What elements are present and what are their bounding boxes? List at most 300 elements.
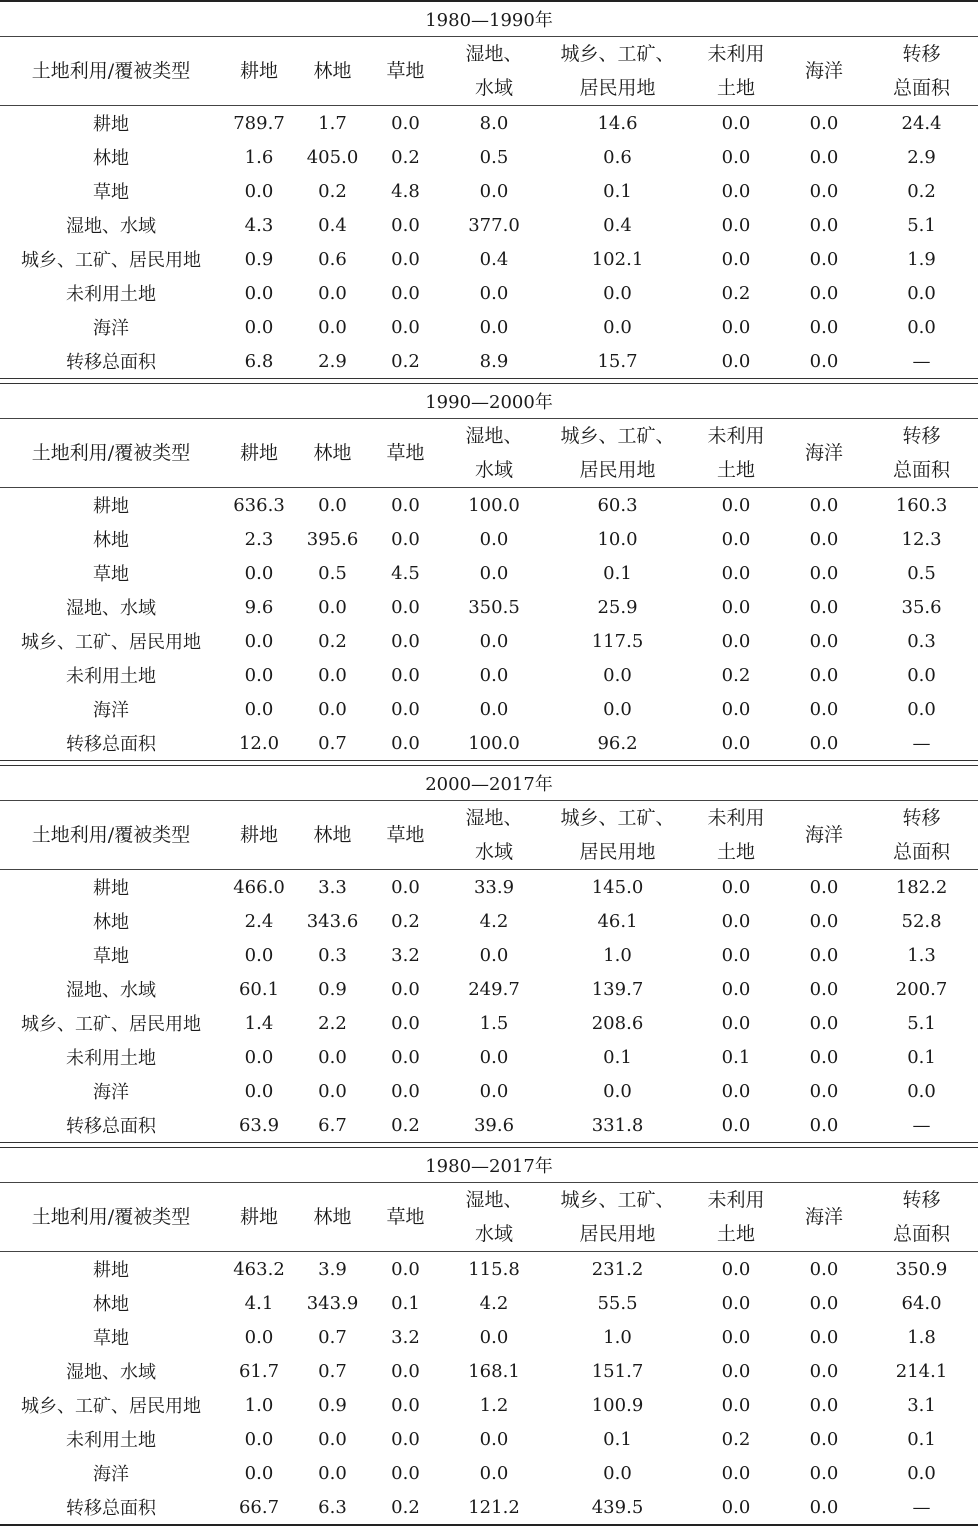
table-cell: 2.3 bbox=[244, 528, 274, 550]
header-col-label-line1: 未利用 bbox=[689, 37, 783, 72]
section-title-row bbox=[0, 1148, 978, 1183]
table-cell: 39.6 bbox=[473, 1114, 515, 1136]
table-cell: 0.0 bbox=[369, 106, 442, 141]
header-col-label-line2: 水域 bbox=[474, 1223, 513, 1245]
row-label: 湿地、水域 bbox=[66, 980, 156, 1001]
table-cell: 0.0 bbox=[244, 1462, 274, 1484]
table-cell: 2.9 bbox=[907, 146, 936, 168]
table-cell: 61.7 bbox=[238, 1360, 280, 1382]
table-cell: 5.1 bbox=[907, 1012, 936, 1034]
table-cell: 0.0 bbox=[907, 664, 936, 686]
table-cell: 0.0 bbox=[721, 910, 751, 932]
table-cell: 0.0 bbox=[391, 698, 420, 720]
table-row bbox=[0, 1040, 978, 1074]
table-cell: 0.0 bbox=[391, 1080, 420, 1102]
table-cell: 0.0 bbox=[244, 1046, 274, 1068]
table-cell: 0.0 bbox=[603, 1080, 632, 1102]
table-row bbox=[0, 208, 978, 242]
header-row bbox=[0, 801, 978, 836]
table-cell: 0.0 bbox=[391, 214, 420, 236]
header-col-label-line2: 水域 bbox=[474, 459, 513, 481]
table-cell: 63.9 bbox=[238, 1114, 280, 1136]
table-cell: 0.0 bbox=[244, 1080, 274, 1102]
table-cell: 0.0 bbox=[318, 1462, 347, 1484]
header-col-label: 草地 bbox=[369, 37, 442, 106]
table-cell: 0.4 bbox=[318, 214, 347, 236]
table-cell: 0.3 bbox=[318, 944, 347, 966]
table-cell: 0.0 bbox=[783, 106, 865, 141]
table-cell: 0.0 bbox=[907, 1462, 936, 1484]
table-cell: 0.0 bbox=[689, 488, 783, 523]
table-cell: 0.0 bbox=[721, 1114, 751, 1136]
row-label: 未利用土地 bbox=[66, 284, 156, 305]
table-cell: 0.2 bbox=[721, 1428, 751, 1450]
table-cell: 0.0 bbox=[479, 1080, 509, 1102]
table-cell: 46.1 bbox=[597, 910, 638, 932]
table-cell: 4.1 bbox=[244, 1292, 274, 1314]
table-cell: 0.0 bbox=[391, 596, 420, 618]
header-col-label: 海洋 bbox=[783, 37, 865, 106]
table-cell: 343.6 bbox=[306, 910, 359, 932]
table-row bbox=[0, 1422, 978, 1456]
table-row bbox=[0, 1354, 978, 1388]
header-col-label-line1: 转移 bbox=[865, 1183, 978, 1218]
table-cell: 0.0 bbox=[391, 732, 420, 754]
section-title: 1990—2000年 bbox=[425, 392, 553, 413]
table-cell: 343.9 bbox=[306, 1292, 359, 1314]
table-row bbox=[0, 556, 978, 590]
table-cell: 0.0 bbox=[479, 630, 509, 652]
table-cell: 0.0 bbox=[809, 910, 839, 932]
table-row bbox=[0, 1006, 978, 1040]
section-title: 1980—1990年 bbox=[0, 1, 978, 37]
table-cell: 208.6 bbox=[591, 1012, 644, 1034]
row-label: 林地 bbox=[93, 912, 129, 933]
table-row bbox=[0, 522, 978, 556]
table-cell: 2.9 bbox=[318, 350, 347, 372]
table-cell: 0.0 bbox=[296, 488, 369, 523]
table-cell: 33.9 bbox=[442, 870, 546, 905]
table-cell: 0.0 bbox=[479, 1462, 509, 1484]
table-cell: 0.2 bbox=[391, 910, 420, 932]
table-cell: 0.0 bbox=[391, 248, 420, 270]
section-title-row bbox=[0, 766, 978, 801]
table-cell: 0.0 bbox=[479, 1428, 509, 1450]
header-col-label: 耕地 bbox=[222, 37, 296, 106]
table-cell: 0.0 bbox=[721, 180, 751, 202]
header-col-label-line2: 总面积 bbox=[893, 77, 951, 99]
table-cell: 0.1 bbox=[603, 1428, 632, 1450]
table-cell: 3.9 bbox=[296, 1252, 369, 1287]
table-row bbox=[0, 1252, 978, 1287]
table-cell: 0.0 bbox=[721, 1080, 751, 1102]
row-label: 海洋 bbox=[93, 1464, 129, 1485]
row-label: 湿地、水域 bbox=[66, 1362, 156, 1383]
row-label: 湿地、水域 bbox=[66, 598, 156, 619]
table-cell: 0.2 bbox=[907, 180, 936, 202]
section-title: 2000—2017年 bbox=[425, 774, 553, 795]
table-cell: 0.1 bbox=[721, 1046, 751, 1068]
table-cell: 0.0 bbox=[318, 1046, 347, 1068]
table-cell: — bbox=[912, 1114, 931, 1136]
table-row bbox=[0, 1286, 978, 1320]
table-cell: 0.4 bbox=[603, 214, 632, 236]
row-label: 耕地 bbox=[0, 1252, 222, 1287]
table-cell: 0.0 bbox=[809, 1114, 839, 1136]
table-cell: 0.0 bbox=[809, 316, 839, 338]
table-cell: 145.0 bbox=[546, 870, 689, 905]
header-col-label: 林地 bbox=[296, 801, 369, 870]
table-cell: 0.2 bbox=[391, 350, 420, 372]
table-cell: 0.0 bbox=[809, 350, 839, 372]
table-cell: 1.0 bbox=[603, 1326, 632, 1348]
table-cell: 0.0 bbox=[603, 664, 632, 686]
table-cell: 0.0 bbox=[479, 180, 509, 202]
table-cell: 0.0 bbox=[809, 698, 839, 720]
table-cell: 0.0 bbox=[391, 1046, 420, 1068]
table-cell: 60.3 bbox=[546, 488, 689, 523]
table-cell: 0.0 bbox=[244, 698, 274, 720]
header-col-label: 海洋 bbox=[783, 1183, 865, 1252]
header-row bbox=[0, 419, 978, 454]
header-row bbox=[0, 37, 978, 72]
table-cell: 0.0 bbox=[907, 316, 936, 338]
table-row bbox=[0, 1108, 978, 1143]
table-cell: 12.3 bbox=[901, 528, 942, 550]
table-cell: 0.0 bbox=[783, 870, 865, 905]
header-col-label: 海洋 bbox=[783, 801, 865, 870]
table-cell: 0.0 bbox=[479, 562, 509, 584]
table-cell: 0.0 bbox=[809, 528, 839, 550]
header-col-label: 耕地 bbox=[222, 801, 296, 870]
table-cell: 0.0 bbox=[244, 562, 274, 584]
section-title: 1980—2017年 bbox=[425, 1156, 553, 1177]
row-label: 海洋 bbox=[93, 700, 129, 721]
table-cell: 8.0 bbox=[442, 106, 546, 141]
table-cell: 0.7 bbox=[318, 1326, 347, 1348]
table-cell: 0.0 bbox=[391, 1394, 420, 1416]
table-cell: 96.2 bbox=[597, 732, 638, 754]
header-col-label-line2: 土地 bbox=[716, 77, 755, 99]
table-cell: 0.0 bbox=[721, 350, 751, 372]
table-cell: 55.5 bbox=[597, 1292, 638, 1314]
table-cell: 350.5 bbox=[468, 596, 520, 618]
table-cell: 15.7 bbox=[597, 350, 638, 372]
table-cell: 231.2 bbox=[546, 1252, 689, 1287]
table-row bbox=[0, 1074, 978, 1108]
table-cell: 0.0 bbox=[391, 316, 420, 338]
table-cell: 0.0 bbox=[318, 316, 347, 338]
table-cell: 0.0 bbox=[689, 1490, 783, 1525]
table-cell: 0.0 bbox=[318, 596, 347, 618]
table-cell: 0.0 bbox=[479, 282, 509, 304]
table-cell: 1.6 bbox=[244, 146, 274, 168]
table-cell: 151.7 bbox=[591, 1360, 644, 1382]
table-cell: 0.0 bbox=[391, 630, 420, 652]
row-label: 转移总面积 bbox=[0, 1490, 222, 1525]
table-cell: 0.0 bbox=[369, 488, 442, 523]
table-cell: 0.0 bbox=[244, 944, 274, 966]
table-cell: 0.4 bbox=[479, 248, 509, 270]
table-cell: 4.2 bbox=[479, 910, 509, 932]
header-col-label-line1: 湿地、 bbox=[442, 419, 546, 454]
table-cell: 1.8 bbox=[907, 1326, 936, 1348]
table-cell: 0.0 bbox=[391, 282, 420, 304]
table-cell: 0.0 bbox=[479, 1326, 509, 1348]
table-cell: 0.5 bbox=[479, 146, 509, 168]
section-title-row bbox=[0, 384, 978, 419]
table-cell: 0.1 bbox=[603, 180, 632, 202]
row-label: 林地 bbox=[93, 1294, 129, 1315]
table-cell: 121.2 bbox=[442, 1490, 546, 1525]
row-label: 城乡、工矿、居民用地 bbox=[21, 1396, 201, 1417]
header-col-label-line1: 未利用 bbox=[689, 1183, 783, 1218]
table-cell: 0.0 bbox=[783, 1490, 865, 1525]
table-cell: 0.0 bbox=[783, 1252, 865, 1287]
header-col-label-line1: 未利用 bbox=[689, 419, 783, 454]
table-row bbox=[0, 870, 978, 905]
table-row bbox=[0, 174, 978, 208]
table-cell: 0.0 bbox=[391, 528, 420, 550]
table-cell: 466.0 bbox=[222, 870, 296, 905]
table-cell: 0.5 bbox=[318, 562, 347, 584]
table-cell: 4.3 bbox=[244, 214, 274, 236]
table-cell: 0.0 bbox=[391, 664, 420, 686]
table-cell: 0.0 bbox=[809, 248, 839, 270]
row-label: 耕地 bbox=[0, 870, 222, 905]
header-col-label: 林地 bbox=[296, 419, 369, 488]
table-cell: 0.0 bbox=[721, 214, 751, 236]
table-cell: 0.0 bbox=[391, 1360, 420, 1382]
table-cell: 0.0 bbox=[809, 1292, 839, 1314]
header-col-label: 草地 bbox=[369, 801, 442, 870]
table-cell: 0.0 bbox=[809, 1012, 839, 1034]
table-cell: 0.0 bbox=[809, 282, 839, 304]
table-cell: 0.2 bbox=[369, 1490, 442, 1525]
table-row bbox=[0, 692, 978, 726]
table-cell: 0.5 bbox=[907, 562, 936, 584]
table-cell: 0.0 bbox=[318, 1428, 347, 1450]
table-row bbox=[0, 658, 978, 692]
table-cell: 0.0 bbox=[721, 978, 751, 1000]
header-col-label: 林地 bbox=[296, 1183, 369, 1252]
table-cell: 331.8 bbox=[591, 1114, 644, 1136]
table-cell: 6.3 bbox=[296, 1490, 369, 1525]
table-cell: 0.0 bbox=[809, 978, 839, 1000]
table-cell: 1.5 bbox=[479, 1012, 509, 1034]
header-col-label-line2: 居民用地 bbox=[579, 77, 656, 99]
table-cell: 0.1 bbox=[907, 1428, 936, 1450]
table-cell: 24.4 bbox=[865, 106, 978, 141]
table-cell: 0.6 bbox=[318, 248, 347, 270]
header-col-label-line2: 水域 bbox=[474, 77, 513, 99]
header-col-label: 耕地 bbox=[222, 419, 296, 488]
table-cell: 0.0 bbox=[809, 146, 839, 168]
table-cell: 0.0 bbox=[721, 698, 751, 720]
table-cell: 102.1 bbox=[591, 248, 644, 270]
table-cell: 0.7 bbox=[318, 732, 347, 754]
table-cell: 0.0 bbox=[783, 488, 865, 523]
table-cell: 0.0 bbox=[809, 596, 839, 618]
table-cell: 0.0 bbox=[907, 1080, 936, 1102]
table-cell: 0.0 bbox=[809, 732, 839, 754]
header-col-label-line1: 转移 bbox=[865, 419, 978, 454]
table-cell: 3.2 bbox=[391, 944, 420, 966]
table-cell: 463.2 bbox=[222, 1252, 296, 1287]
table-cell: 0.9 bbox=[318, 978, 347, 1000]
row-label: 林地 bbox=[93, 530, 129, 551]
row-label: 耕地 bbox=[0, 106, 222, 141]
table-cell: 5.1 bbox=[907, 214, 936, 236]
header-col-label-line1: 湿地、 bbox=[442, 37, 546, 72]
table-cell: 52.8 bbox=[901, 910, 942, 932]
row-label: 转移总面积 bbox=[66, 1116, 156, 1137]
table-cell: 0.0 bbox=[907, 698, 936, 720]
table-cell: 182.2 bbox=[865, 870, 978, 905]
table-row bbox=[0, 488, 978, 523]
table-cell: 0.9 bbox=[244, 248, 274, 270]
table-cell: 0.0 bbox=[603, 1462, 632, 1484]
header-col-label-line2: 居民用地 bbox=[579, 1223, 656, 1245]
table-cell: 0.0 bbox=[369, 1252, 442, 1287]
table-cell: 0.2 bbox=[721, 282, 751, 304]
row-label: 草地 bbox=[93, 182, 129, 203]
table-cell: 1.4 bbox=[244, 1012, 274, 1034]
table-cell: 0.0 bbox=[809, 180, 839, 202]
header-col-label: 耕地 bbox=[222, 1183, 296, 1252]
table-cell: 0.0 bbox=[479, 1046, 509, 1068]
table-cell: 0.0 bbox=[603, 282, 632, 304]
header-type-label: 土地利用/覆被类型 bbox=[0, 801, 222, 870]
table-cell: — bbox=[912, 732, 931, 754]
table-cell: — bbox=[912, 350, 931, 372]
table-cell: 0.0 bbox=[391, 1428, 420, 1450]
table-cell: 4.2 bbox=[479, 1292, 509, 1314]
header-col-label-line1: 转移 bbox=[865, 801, 978, 836]
table-cell: 0.0 bbox=[318, 698, 347, 720]
header-col-label-line1: 湿地、 bbox=[442, 1183, 546, 1218]
table-cell: 6.8 bbox=[244, 350, 274, 372]
header-row bbox=[0, 1183, 978, 1218]
header-col-label-line2: 居民用地 bbox=[579, 841, 656, 863]
row-label: 林地 bbox=[93, 148, 129, 169]
table-row bbox=[0, 1388, 978, 1422]
table-cell: 249.7 bbox=[468, 978, 520, 1000]
table-cell: 139.7 bbox=[591, 978, 644, 1000]
table-cell: 0.0 bbox=[809, 1326, 839, 1348]
table-cell: 0.0 bbox=[479, 664, 509, 686]
table-cell: 0.0 bbox=[244, 630, 274, 652]
header-col-label-line1: 湿地、 bbox=[442, 801, 546, 836]
table-cell: 100.9 bbox=[591, 1394, 644, 1416]
table-cell: — bbox=[865, 1490, 978, 1525]
table-cell: 0.0 bbox=[809, 1046, 839, 1068]
row-label: 耕地 bbox=[0, 488, 222, 523]
table-cell: 0.0 bbox=[721, 596, 751, 618]
table-cell: 0.0 bbox=[809, 1428, 839, 1450]
header-col-label-line1: 转移 bbox=[865, 37, 978, 72]
header-col-label-line2: 总面积 bbox=[893, 841, 951, 863]
table-cell: 25.9 bbox=[597, 596, 638, 618]
table-cell: 0.0 bbox=[721, 146, 751, 168]
table-cell: 160.3 bbox=[865, 488, 978, 523]
table-cell: 0.0 bbox=[318, 282, 347, 304]
table-cell: 0.0 bbox=[318, 1080, 347, 1102]
table-cell: 8.9 bbox=[479, 350, 509, 372]
table-row bbox=[0, 310, 978, 344]
table-cell: 789.7 bbox=[222, 106, 296, 141]
table-cell: 4.8 bbox=[391, 180, 420, 202]
table-cell: 1.0 bbox=[244, 1394, 274, 1416]
table-cell: 439.5 bbox=[546, 1490, 689, 1525]
table-cell: 0.0 bbox=[721, 1012, 751, 1034]
table-cell: 0.0 bbox=[809, 214, 839, 236]
table-cell: 0.0 bbox=[479, 528, 509, 550]
table-cell: 0.0 bbox=[721, 248, 751, 270]
table-row bbox=[0, 590, 978, 624]
table-cell: 0.0 bbox=[721, 1360, 751, 1382]
table-cell: 1.0 bbox=[603, 944, 632, 966]
row-label: 未利用土地 bbox=[66, 1048, 156, 1069]
header-type-label: 土地利用/覆被类型 bbox=[0, 1183, 222, 1252]
table-cell: 0.0 bbox=[721, 1462, 751, 1484]
row-label: 湿地、水域 bbox=[66, 216, 156, 237]
header-col-label: 草地 bbox=[369, 419, 442, 488]
table-cell: 636.3 bbox=[222, 488, 296, 523]
table-row bbox=[0, 344, 978, 379]
section-title-row bbox=[0, 1, 978, 37]
table-cell: 0.0 bbox=[721, 1326, 751, 1348]
table-cell: 0.0 bbox=[244, 282, 274, 304]
table-cell: 9.6 bbox=[244, 596, 274, 618]
table-cell: 66.7 bbox=[222, 1490, 296, 1525]
table-cell: 1.2 bbox=[479, 1394, 509, 1416]
table-cell: 0.0 bbox=[907, 282, 936, 304]
table-cell: 64.0 bbox=[901, 1292, 942, 1314]
table-cell: 0.0 bbox=[721, 1292, 751, 1314]
table-cell: 0.0 bbox=[244, 180, 274, 202]
table-cell: 0.0 bbox=[809, 562, 839, 584]
table-cell: 6.7 bbox=[318, 1114, 347, 1136]
header-col-label-line1: 城乡、工矿、 bbox=[546, 801, 689, 836]
table-cell: 4.5 bbox=[391, 562, 420, 584]
table-cell: 168.1 bbox=[468, 1360, 520, 1382]
header-col-label-line2: 总面积 bbox=[893, 1223, 951, 1245]
table-cell: 0.0 bbox=[809, 664, 839, 686]
row-label: 海洋 bbox=[93, 318, 129, 339]
row-label: 转移总面积 bbox=[66, 734, 156, 755]
row-label: 未利用土地 bbox=[66, 666, 156, 687]
row-label: 海洋 bbox=[93, 1082, 129, 1103]
table-cell: 0.0 bbox=[244, 1326, 274, 1348]
table-cell: 0.0 bbox=[809, 1462, 839, 1484]
table-cell: 60.1 bbox=[238, 978, 280, 1000]
table-cell: 2.4 bbox=[244, 910, 274, 932]
header-col-label: 林地 bbox=[296, 37, 369, 106]
table-cell: 3.3 bbox=[296, 870, 369, 905]
row-label: 未利用土地 bbox=[66, 1430, 156, 1451]
table-row bbox=[0, 1490, 978, 1525]
table-cell: 214.1 bbox=[895, 1360, 948, 1382]
table-cell: 100.0 bbox=[468, 732, 520, 754]
table-cell: 0.2 bbox=[318, 180, 347, 202]
table-cell: 0.1 bbox=[603, 562, 632, 584]
table-row bbox=[0, 140, 978, 174]
table-cell: 0.0 bbox=[721, 944, 751, 966]
table-row bbox=[0, 1320, 978, 1354]
row-label: 城乡、工矿、居民用地 bbox=[21, 632, 201, 653]
table-cell: 0.2 bbox=[318, 630, 347, 652]
